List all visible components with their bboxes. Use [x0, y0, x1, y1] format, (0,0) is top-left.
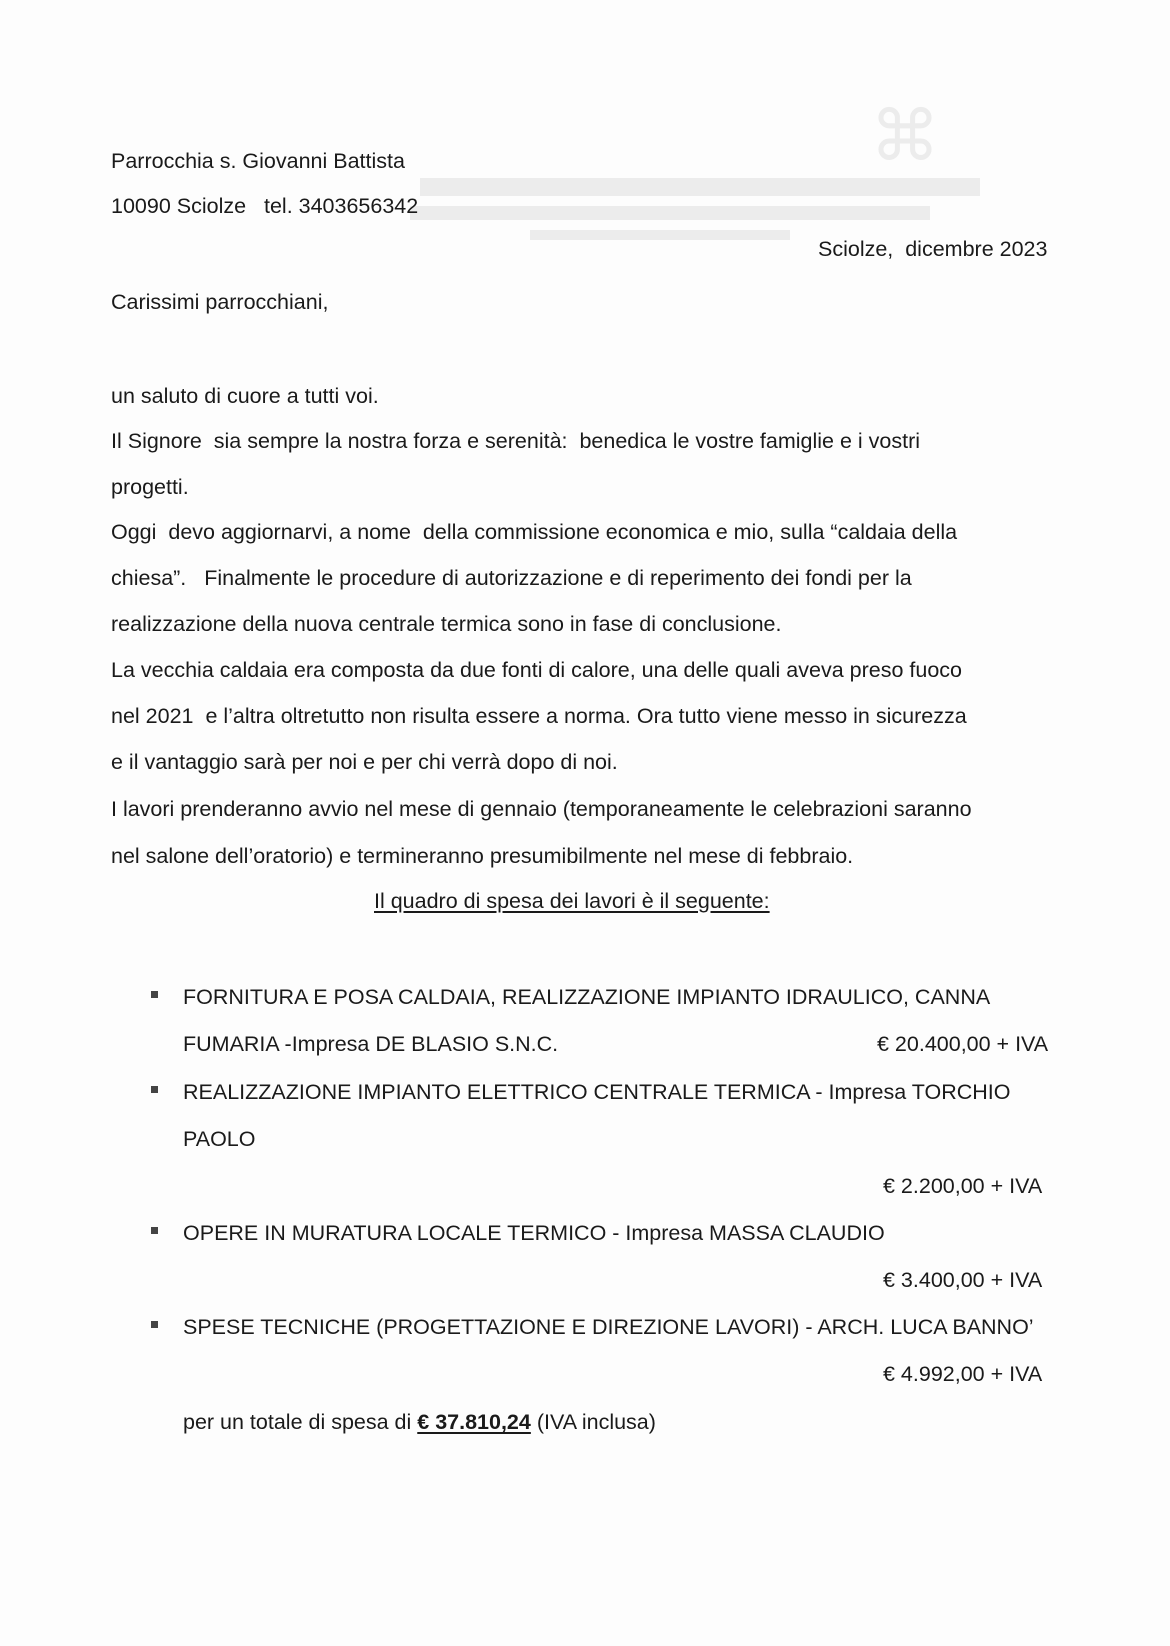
expense-item-line: OPERE IN MURATURA LOCALE TERMICO - Impresa MASSA CLAUDIO: [183, 1221, 885, 1245]
expense-amount: € 20.400,00 + IVA: [877, 1032, 1049, 1056]
expense-heading: Il quadro di spesa dei lavori è il seguente:: [374, 889, 770, 913]
expense-item-line: REALIZZAZIONE IMPIANTO ELETTRICO CENTRALE TERMICA - Impresa TORCHIO: [183, 1080, 1011, 1104]
expense-amount: € 4.992,00 + IVA: [883, 1362, 1043, 1386]
body-line: un saluto di cuore a tutti voi.: [111, 384, 379, 408]
expense-amount: € 2.200,00 + IVA: [883, 1174, 1043, 1198]
salutation: Carissimi parrocchiani,: [111, 290, 329, 314]
expense-item-line: FORNITURA E POSA CALDAIA, REALIZZAZIONE IMPIANTO IDRAULICO, CANNA: [183, 985, 991, 1009]
expense-amount: € 3.400,00 + IVA: [883, 1268, 1043, 1292]
expense-item-line: PAOLO: [183, 1127, 256, 1151]
bullet-icon: [151, 1086, 158, 1093]
total-prefix: per un totale di spesa di: [183, 1410, 418, 1434]
bleed-through-emblem: ⌘: [870, 99, 940, 176]
expense-item-line: FUMARIA -Impresa DE BLASIO S.N.C.: [183, 1032, 559, 1056]
body-line: realizzazione della nuova centrale termica sono in fase di conclusione.: [111, 612, 782, 636]
expense-item-line: SPESE TECNICHE (PROGETTAZIONE E DIREZIONE LAVORI) - ARCH. LUCA BANNO’: [183, 1315, 1034, 1339]
body-line: nel 2021 e l’altra oltretutto non risulta essere a norma. Ora tutto viene messo in sicurezza: [111, 704, 967, 728]
place-date: Sciolze, dicembre 2023: [818, 237, 1048, 261]
body-line: Il Signore sia sempre la nostra forza e serenità: benedica le vostre famiglie e i vostri: [111, 429, 921, 453]
sender-address: 10090 Sciolze tel. 3403656342: [111, 194, 419, 218]
body-line: chiesa”. Finalmente le procedure di autorizzazione e di reperimento dei fondi per la: [111, 566, 912, 590]
body-line: progetti.: [111, 475, 189, 499]
body-line: e il vantaggio sarà per noi e per chi verrà dopo di noi.: [111, 750, 618, 774]
total-suffix: (IVA inclusa): [530, 1410, 656, 1434]
bullet-icon: [151, 991, 158, 998]
bullet-icon: [151, 1227, 158, 1234]
body-line: nel salone dell’oratorio) e termineranno presumibilmente nel mese di febbraio.: [111, 844, 854, 868]
bullet-icon: [151, 1321, 158, 1328]
total-amount: € 37.810,24: [417, 1410, 531, 1434]
sender-name: Parrocchia s. Giovanni Battista: [111, 149, 405, 173]
total-line: [183, 1408, 656, 1436]
body-line: I lavori prenderanno avvio nel mese di gennaio (temporaneamente le celebrazioni saranno: [111, 797, 972, 821]
body-line: Oggi devo aggiornarvi, a nome della commissione economica e mio, sulla “caldaia della: [111, 520, 958, 544]
body-line: La vecchia caldaia era composta da due fonti di calore, una delle quali aveva preso fuoco: [111, 658, 962, 682]
